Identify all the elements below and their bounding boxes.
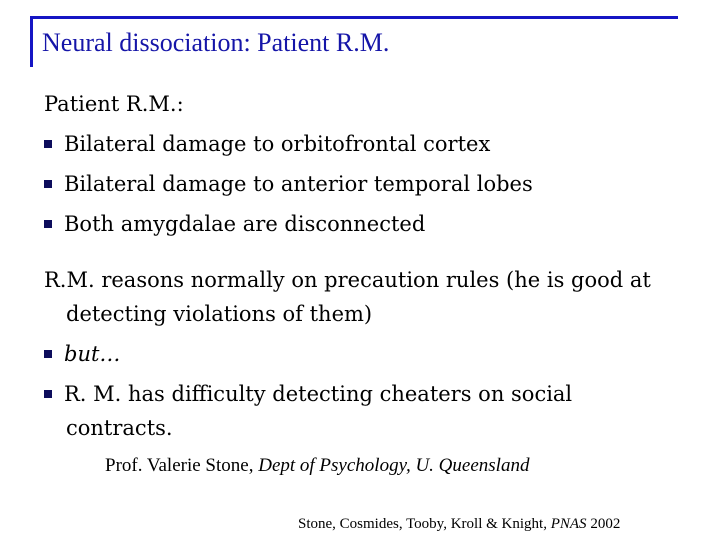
- bullet-item: [44, 212, 425, 236]
- paragraph-line: detecting violations of them): [66, 302, 373, 326]
- bullet-text: Bilateral damage to anterior temporal lobes: [64, 172, 533, 196]
- square-bullet-icon: [44, 220, 52, 228]
- title-frame-left-rule: [30, 17, 33, 67]
- credit-dept: Dept of Psychology, U. Queensland: [258, 455, 530, 476]
- square-bullet-icon: [44, 390, 52, 398]
- bullet-item: [44, 382, 572, 406]
- bullet-text: Bilateral damage to orbitofrontal cortex: [64, 132, 491, 156]
- patient-heading: Patient R.M.:: [44, 92, 184, 116]
- paragraph-line: R.M. reasons normally on precaution rules (he is good at: [44, 268, 651, 292]
- credit-name: Prof. Valerie Stone,: [105, 455, 254, 476]
- square-bullet-icon: [44, 350, 52, 358]
- citation-authors: Stone, Cosmides, Tooby, Kroll & Knight,: [298, 516, 547, 532]
- credit-line: [105, 455, 529, 477]
- square-bullet-icon: [44, 180, 52, 188]
- citation-journal: PNAS: [550, 516, 587, 532]
- citation-year: 2002: [590, 516, 621, 532]
- square-bullet-icon: [44, 140, 52, 148]
- bullet-item: [44, 172, 533, 196]
- title-frame-top-rule: [30, 16, 678, 19]
- bullet-item: [44, 132, 490, 156]
- bullet-item: [44, 342, 120, 366]
- bullet-continuation: contracts.: [66, 416, 173, 440]
- slide-title: Neural dissociation: Patient R.M.: [42, 28, 390, 57]
- bullet-text: R. M. has difficulty detecting cheaters on social: [64, 382, 573, 406]
- bullet-text: but…: [64, 342, 121, 366]
- citation: [298, 516, 620, 533]
- bullet-text: Both amygdalae are disconnected: [64, 212, 426, 236]
